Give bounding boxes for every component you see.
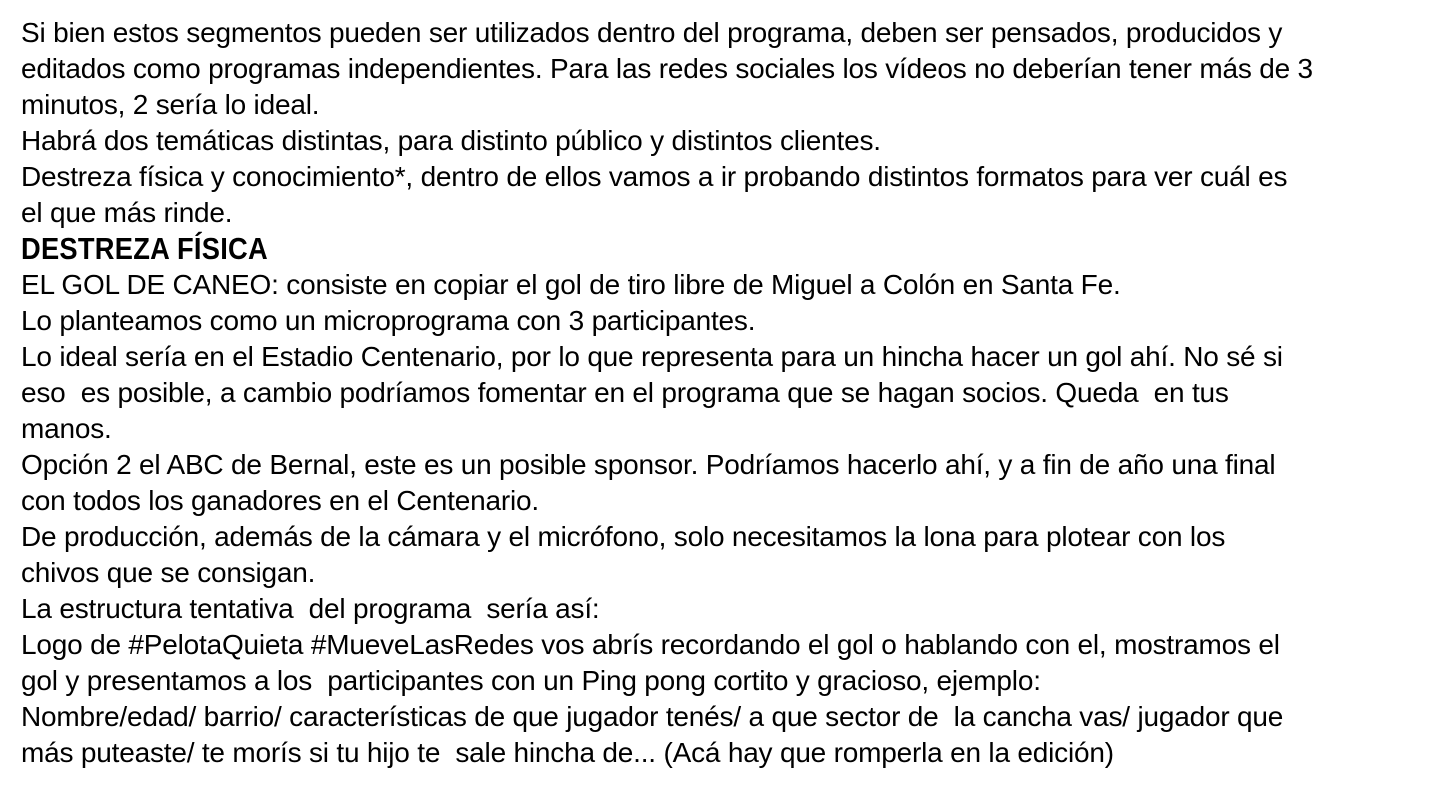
text-line: Habrá dos temáticas distintas, para distinto público y distintos clientes. [21, 125, 881, 156]
text-line: De producción, además de la cámara y el micrófono, solo necesitamos la lona para plotear con los [21, 521, 1226, 552]
text-line: más puteaste/ te morís si tu hijo te sale hincha de... (Acá hay que romperla en la edición) [21, 737, 1114, 768]
text-line: Opción 2 el ABC de Bernal, este es un posible sponsor. Podríamos hacerlo ahí, y a fin de año una final [21, 449, 1276, 480]
text-line: gol y presentamos a los participantes con un Ping pong cortito y gracioso, ejemplo: [21, 665, 1041, 696]
text-line: Lo planteamos como un microprograma con 3 participantes. [21, 305, 756, 336]
text-line: Si bien estos segmentos pueden ser utilizados dentro del programa, deben ser pensados, producidos y [21, 17, 1283, 48]
text-line: eso es posible, a cambio podríamos fomentar en el programa que se hagan socios. Queda en tus [21, 377, 1229, 408]
text-line: Nombre/edad/ barrio/ características de que jugador tenés/ a que sector de la cancha vas/ jugador que [21, 701, 1284, 732]
text-line: Destreza física y conocimiento*, dentro de ellos vamos a ir probando distintos formatos para ver cuál es [21, 161, 1288, 192]
section-heading: DESTREZA FÍSICA [21, 231, 268, 266]
text-line: Logo de #PelotaQuieta #MueveLasRedes vos abrís recordando el gol o hablando con el, mostramos el [21, 629, 1280, 660]
text-line: con todos los ganadores en el Centenario. [21, 485, 539, 516]
document-text-content [21, 15, 1423, 771]
text-line: manos. [21, 413, 112, 444]
text-line: chivos que se consigan. [21, 557, 316, 588]
text-line: minutos, 2 sería lo ideal. [21, 89, 320, 120]
text-line: Lo ideal sería en el Estadio Centenario, por lo que representa para un hincha hacer un gol ahí. No sé si [21, 341, 1283, 372]
text-line: La estructura tentativa del programa sería así: [21, 593, 600, 624]
text-line: EL GOL DE CANEO: consiste en copiar el gol de tiro libre de Miguel a Colón en Santa Fe. [21, 269, 1121, 300]
text-line: editados como programas independientes. Para las redes sociales los vídeos no deberían tener más de 3 [21, 53, 1313, 84]
text-line: el que más rinde. [21, 197, 233, 228]
